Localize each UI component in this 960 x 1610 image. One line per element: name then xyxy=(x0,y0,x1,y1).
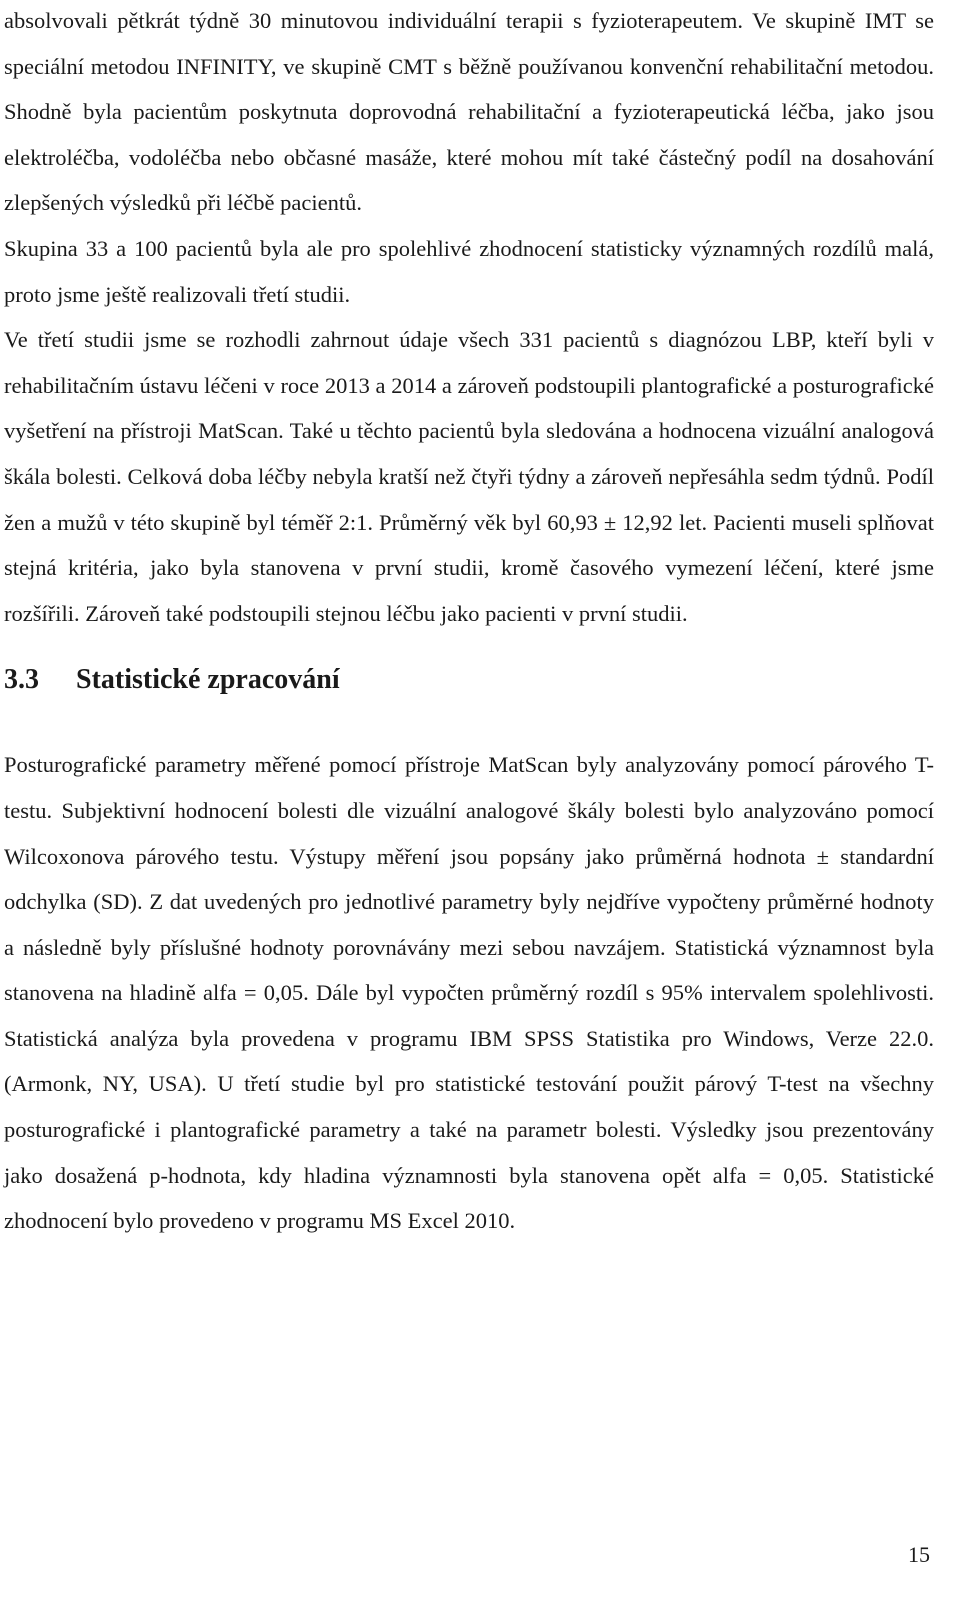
page-number: 15 xyxy=(908,1542,930,1567)
paragraph-sample-size: Skupina 33 a 100 pacientů byla ale pro spolehlivé zhodnocení statisticky významných rozdílů malá, proto jsme ještě realizovali třetí studii. xyxy=(4,235,934,307)
paragraph-therapy-description: absolvovali pětkrát týdně 30 minutovou individuální terapii s fyzioterapeutem. Ve skupině IMT se speciální metodou INFINITY, ve skupině CMT s běžně používanou konvenční rehabilitační metodou. Shodně byla pacientům poskytnuta doprovodná rehabilitační a fyzioterapeutická léčba, jako jsou elektroléčba, vodoléčba nebo občasné masáže, které mohou mít také částečný podíl na dosahování zlepšených výsledků při léčbě pacientů. xyxy=(4,8,934,216)
section-number: 3.3 xyxy=(4,664,39,696)
section-title: Statistické zpracování xyxy=(76,664,340,696)
paragraph-third-study: Ve třetí studii jsme se rozhodli zahrnout údaje všech 331 pacientů s diagnózou LBP, kteří byli v rehabilitačním ústavu léčeni v roce 2013 a 2014 a zároveň podstoupili plantografické a posturografické vyšetření na přístroji MatScan. Také u těchto pacientů byla sledována a hodnocena vizuální analogová škála bolesti. Celková doba léčby nebyla kratší než čtyři týdny a zároveň nepřesáhla sedm týdnů. Podíl žen a mužů v této skupině byl téměř 2:1. Průměrný věk byl 60,93 ± 12,92 let. Pacienti museli splňovat stejná kritéria, jako byla stanovena v první studii, kromě časového vymezení léčení, které jsme rozšířili. Zároveň také podstoupili stejnou léčbu jako pacienti v první studii. xyxy=(4,327,934,626)
paragraph-statistics: Posturografické parametry měřené pomocí přístroje MatScan byly analyzovány pomocí párového T-testu. Subjektivní hodnocení bolesti dle vizuální analogové škály bolesti bylo analyzováno pomocí Wilcoxonova párového testu. Výstupy měření jsou popsány jako průměrná hodnota ± standardní odchylka (SD). Z dat uvedených pro jednotlivé parametry byly nejdříve vypočteny průměrné hodnoty a následně byly příslušné hodnoty porovnávány mezi sebou navzájem. Statistická významnost byla stanovena na hladině alfa = 0,05. Dále byl vypočten průměrný rozdíl s 95% intervalem spolehlivosti. Statistická analýza byla provedena v programu IBM SPSS Statistika pro Windows, Verze 22.0. (Armonk, NY, USA). U třetí studie byl pro statistické testování použit párový T-test na všechny posturografické i plantografické parametry a také na parametr bolesti. Výsledky jsou prezentovány jako dosažená p-hodnota, kdy hladina významnosti byla stanovena opět alfa = 0,05. Statistické zhodnocení bylo provedeno v programu MS Excel 2010. xyxy=(4,752,934,1234)
section-heading xyxy=(4,660,934,700)
document-page xyxy=(4,0,934,1244)
